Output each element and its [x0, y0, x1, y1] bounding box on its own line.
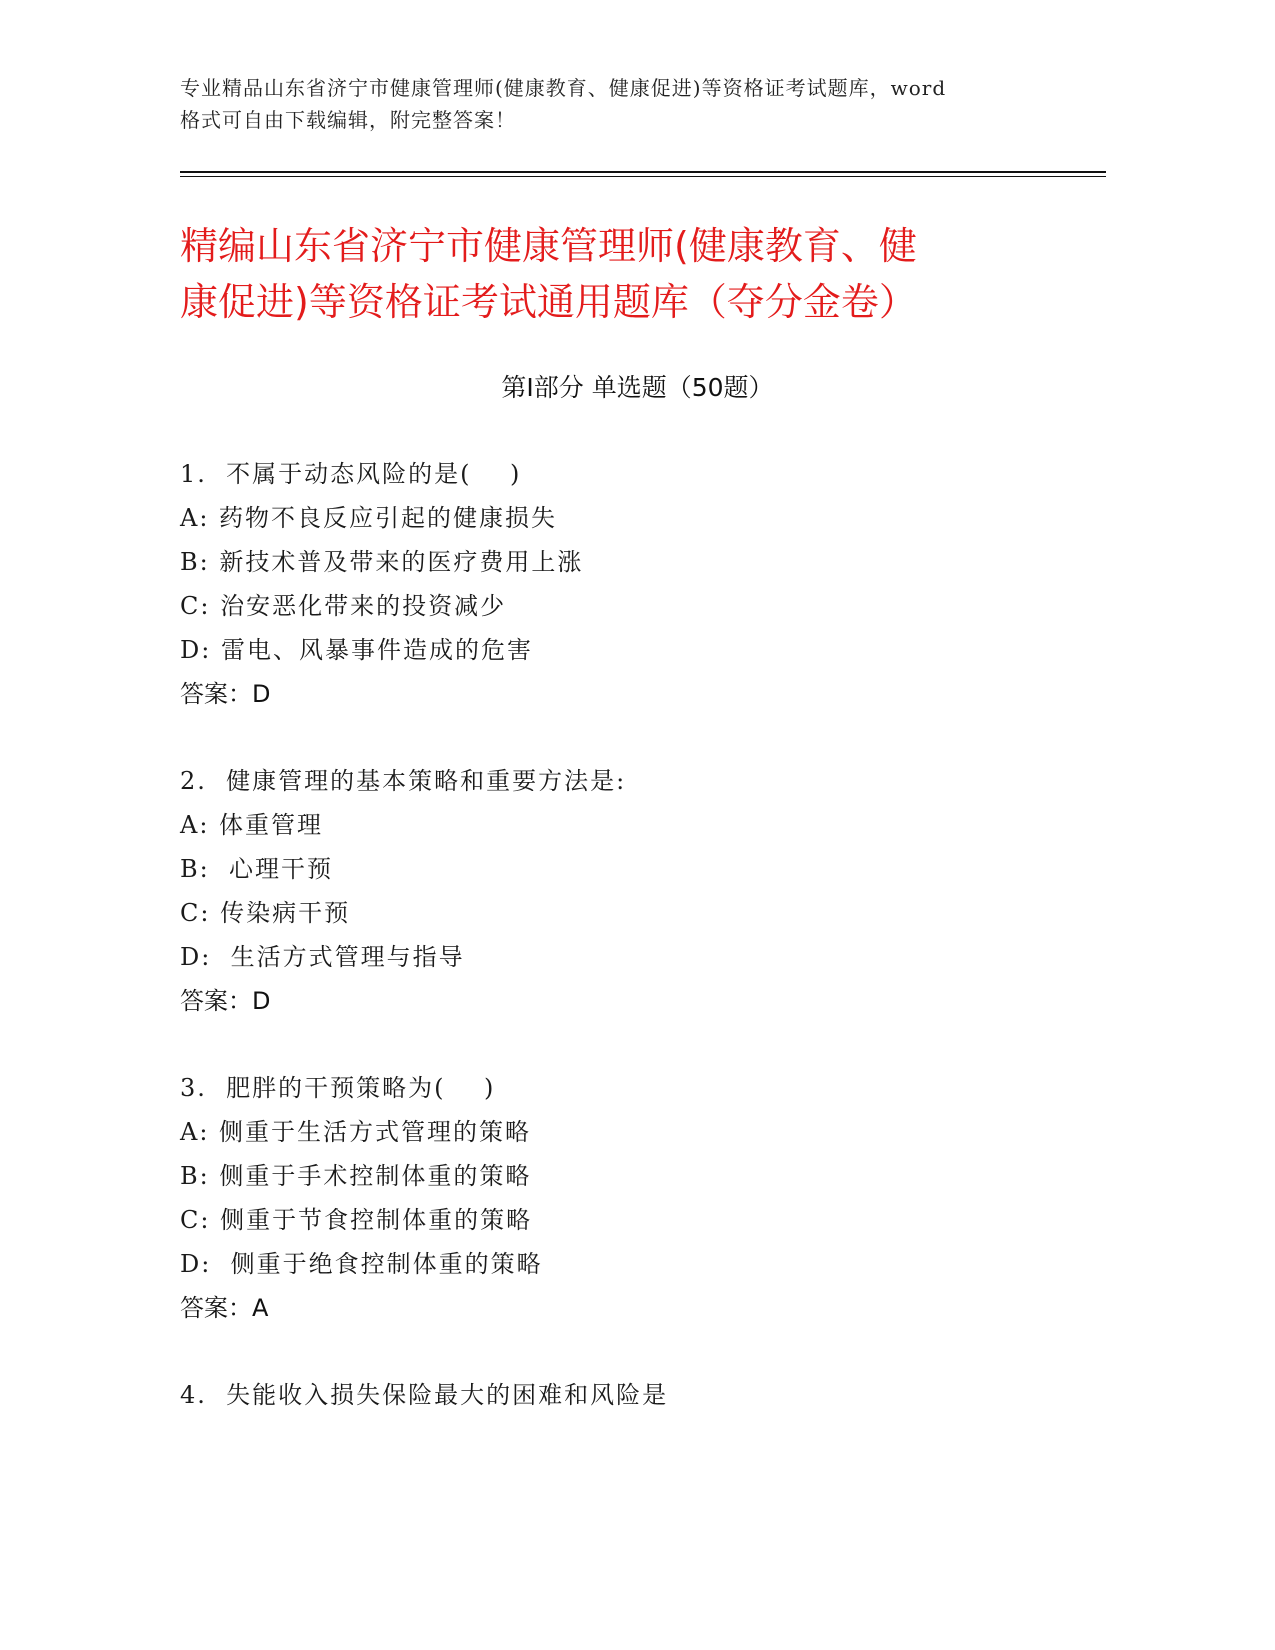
- question-stem: 3. 肥胖的干预策略为( ): [180, 1074, 496, 1102]
- option-b: B: 新技术普及带来的医疗费用上涨: [180, 548, 584, 576]
- header-note-line-2: 格式可自由下载编辑，附完整答案！: [180, 108, 516, 132]
- option-d: D: 雷电、风暴事件造成的危害: [180, 636, 533, 664]
- header-rule-thick: [180, 171, 1106, 173]
- question-stem: 1. 不属于动态风险的是( ): [180, 460, 522, 488]
- option-a: A: 药物不良反应引起的健康损失: [180, 504, 558, 532]
- header-note-line-1: 专业精品山东省济宁市健康管理师(健康教育、健康促进)等资格证考试题库，word: [180, 76, 947, 100]
- section-title: 第Ⅰ部分 单选题（50题）: [501, 373, 774, 402]
- question-spacer: [180, 1023, 1080, 1066]
- option-b: B: 心理干预: [180, 855, 333, 883]
- question-stem: 2. 健康管理的基本策略和重要方法是:: [180, 767, 627, 795]
- document-title: [180, 218, 1080, 330]
- question-1: [180, 452, 1080, 716]
- header-note: [180, 72, 1080, 136]
- question-4: [180, 1373, 1080, 1417]
- option-a: A: 侧重于生活方式管理的策略: [180, 1118, 532, 1146]
- option-d: D: 生活方式管理与指导: [180, 943, 465, 971]
- option-c: C: 传染病干预: [180, 899, 351, 927]
- answer: 答案：D: [180, 987, 271, 1015]
- question-spacer: [180, 716, 1080, 759]
- answer: 答案：A: [180, 1294, 269, 1322]
- question-spacer: [180, 1330, 1080, 1373]
- question-2: [180, 759, 1080, 1023]
- option-a: A: 体重管理: [180, 811, 324, 839]
- option-c: C: 侧重于节食控制体重的策略: [180, 1206, 533, 1234]
- option-c: C: 治安恶化带来的投资减少: [180, 592, 507, 620]
- question-3: [180, 1066, 1080, 1330]
- answer: 答案：D: [180, 680, 271, 708]
- option-d: D: 侧重于绝食控制体重的策略: [180, 1250, 543, 1278]
- question-list: [180, 452, 1080, 1417]
- header-rule-thin: [180, 176, 1106, 177]
- document-title-line-2: 康促进)等资格证考试通用题库（夺分金卷）: [180, 280, 917, 324]
- option-b: B: 侧重于手术控制体重的策略: [180, 1162, 532, 1190]
- question-stem: 4. 失能收入损失保险最大的困难和风险是: [180, 1381, 669, 1409]
- document-title-line-1: 精编山东省济宁市健康管理师(健康教育、健: [180, 224, 917, 268]
